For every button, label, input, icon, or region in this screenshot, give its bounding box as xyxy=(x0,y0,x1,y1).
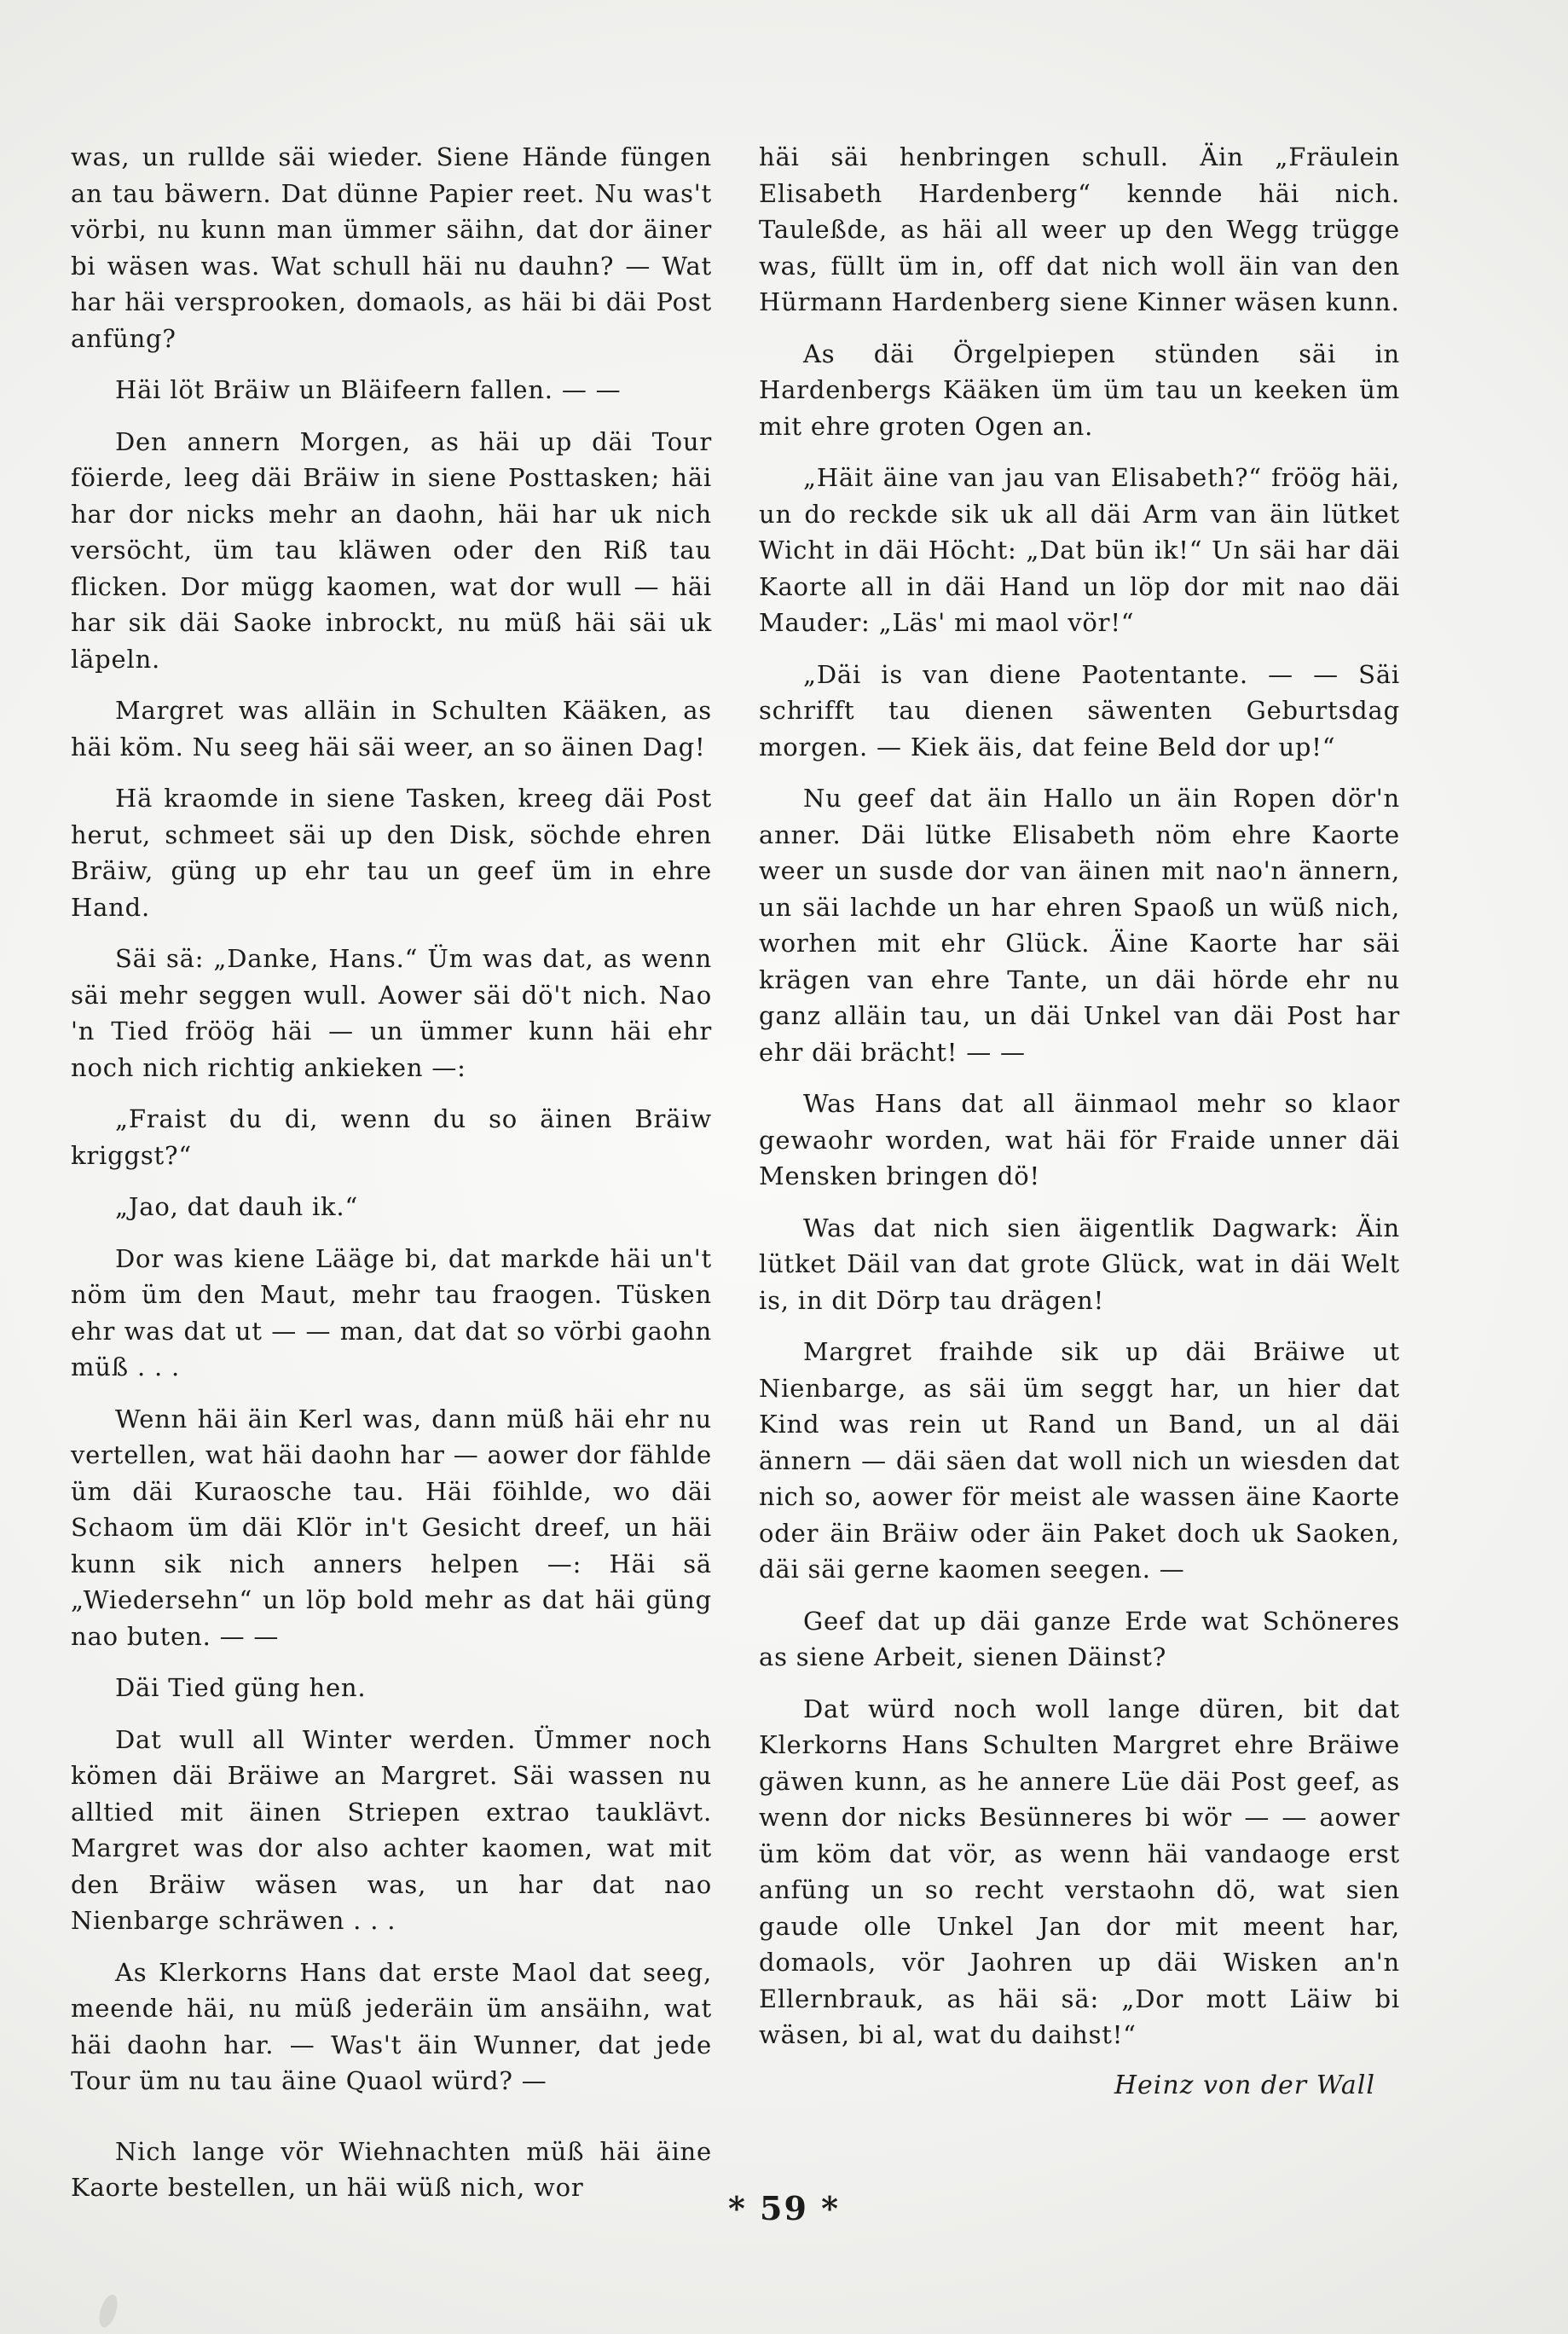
paragraph: Wenn häi äin Kerl was, dann müß häi ehr nu vertellen, wat häi daohn har — aower dor fählde üm däi Kuraosche tau. Häi föihlde, wo däi Schaom üm däi Klör in't Gesicht dreef, un häi kunn sik nich anners helpen —: Häi sä „Wiedersehn“ un löp bold mehr as dat häi güng nao buten. — — xyxy=(71,1404,712,1651)
author-signature: Heinz von der Wall xyxy=(1114,2070,1375,2100)
paragraph: „Fraist du di, wenn du so äinen Bräiw kriggst?“ xyxy=(71,1104,712,1170)
paragraph: Geef dat up däi ganze Erde wat Schöneres as siene Arbeit, sienen Däinst? xyxy=(759,1606,1400,1671)
right-column xyxy=(759,139,1400,2069)
paragraph: As däi Örgelpiepen stünden säi in Hardenbergs Kääken üm üm tau un keeken üm mit ehre groten Ogen an. xyxy=(759,339,1400,441)
paragraph: Säi sä: „Danke, Hans.“ Üm was dat, as wenn säi mehr seggen wull. Aower säi dö't nich. Nao 'n Tied fröög häi — un ümmer kunn häi ehr noch nich richtig ankieken —: xyxy=(71,944,712,1082)
paragraph: Dat wull all Winter werden. Ümmer noch kömen däi Bräiwe an Margret. Säi wassen nu alltied mit äinen Striepen extrao tauklävt. Margret was dor also achter kaomen, wat mit den Bräiw wäsen was, un har dat nao Nienbarge schräwen . . . xyxy=(71,1724,712,1935)
paragraph: Dor was kiene Lääge bi, dat markde häi un't nöm üm den Maut, mehr tau fraogen. Tüsken ehr was dat ut — — man, dat dat so vörbi gaohn müß . . . xyxy=(71,1243,712,1381)
paragraph: „Häit äine van jau van Elisabeth?“ fröög häi, un do reckde sik uk all däi Arm van äin lütket Wicht in däi Höcht: „Dat bün ik!“ Un säi har däi Kaorte all in däi Hand un löp dor mit nao däi Mauder: „Läs' mi maol vör!“ xyxy=(759,463,1400,637)
paragraph: „Däi is van diene Paotentante. — — Säi schrifft tau dienen säwenten Geburtsdag morgen. — Kiek äis, dat feine Beld dor up!“ xyxy=(759,659,1400,762)
paragraph: häi säi henbringen schull. Äin „Fräulein Elisabeth Hardenberg“ kennde häi nich. Tauleßde, as häi all weer up den Wegg trügge was, füllt üm in, off dat nich woll äin van den Hürmann Hardenberg siene Kinner wäsen kunn. xyxy=(759,142,1400,316)
paragraph: Nu geef dat äin Hallo un äin Ropen dör'n anner. Däi lütke Elisabeth nöm ehre Kaorte weer un susde dor van äinen mit nao'n ännern, un säi lachde un har ehren Spaoß un wüß nich, worhen mit ehr Glück. Äine Kaorte har säi krägen van ehre Tante, un däi hörde ehr nu ganz alläin tau, un däi Unkel van däi Post har ehr däi brächt! — — xyxy=(759,784,1400,1067)
page-number: * 59 * xyxy=(727,2189,841,2227)
paragraph: „Jao, dat dauh ik.“ xyxy=(115,1192,359,1221)
paragraph: Hä kraomde in siene Tasken, kreeg däi Post herut, schmeet säi up den Disk, söchde ehren Bräiw, güng up ehr tau un geef üm in ehre Hand. xyxy=(71,784,712,922)
paragraph: Margret fraihde sik up däi Bräiwe ut Nienbarge, as säi üm seggt har, un hier dat Kind was rein ut Rand un Band, un al däi ännern — däi säen dat woll nich un wiesden dat nich so, aower för meist ale wassen äine Kaorte oder äin Bräiw oder äin Paket doch uk Saoken, däi säi gerne kaomen seegen. — xyxy=(759,1337,1400,1584)
paragraph: Was Hans dat all äinmaol mehr so klaor gewaohr worden, wat häi för Fraide unner däi Mensken bringen dö! xyxy=(759,1089,1400,1190)
paragraph: Was dat nich sien äigentlik Dagwark: Äin lütket Däil van dat grote Glück, wat in däi Welt is, in dit Dörp tau drägen! xyxy=(759,1213,1400,1315)
paragraph: As Klerkorns Hans dat erste Maol dat seeg, meende häi, nu müß jederäin üm ansäihn, wat häi daohn har. — Was't äin Wunner, dat jede Tour üm nu tau äine Quaol würd? — xyxy=(71,1957,712,2095)
paragraph: Margret was alläin in Schulten Kääken, as häi köm. Nu seeg häi säi weer, an so äinen Dag! xyxy=(71,696,712,762)
paragraph: Häi löt Bräiw un Bläifeern fallen. — — xyxy=(115,375,622,404)
paragraph: was, un rullde säi wieder. Siene Hände füngen an tau bäwern. Dat dünne Papier reet. Nu was't vörbi, nu kunn man ümmer säihn, dat dor äiner bi wäsen was. Wat schull häi nu dauhn? — Wat har häi versprooken, domaols, as häi bi däi Post anfüng? xyxy=(71,142,712,353)
paragraph: Nich lange vör Wiehnachten müß häi äine Kaorte bestellen, un häi wüß nich, wor xyxy=(71,2136,712,2202)
paragraph: Den annern Morgen, as häi up däi Tour föierde, leeg däi Bräiw in siene Posttasken; häi har dor nicks mehr an daohn, häi har uk nich versöcht, üm tau kläwen oder den Riß tau flicken. Dor mügg kaomen, wat dor wull — häi har sik däi Saoke inbrockt, nu müß häi säi uk läpeln. xyxy=(71,426,712,674)
paragraph: Däi Tied güng hen. xyxy=(115,1673,367,1702)
print-smudge xyxy=(95,2292,120,2330)
left-column xyxy=(71,139,712,2221)
paragraph: Dat würd noch woll lange düren, bit dat Klerkorns Hans Schulten Margret ehre Bräiwe gäwen kunn, as he annere Lüe däi Post geef, as wenn dor nicks Besünneres bi wör — — aower üm köm dat vör, as wenn häi vandaoge erst anfüng un so recht verstaohn dö, wat sien gaude olle Unkel Jan dor mit meent har, domaols, vör Jaohren up däi Wisken an'n Ellernbrauk, as häi sä: „Dor mott Läiw bi wäsen, bi al, wat du daihst!“ xyxy=(759,1694,1400,2049)
